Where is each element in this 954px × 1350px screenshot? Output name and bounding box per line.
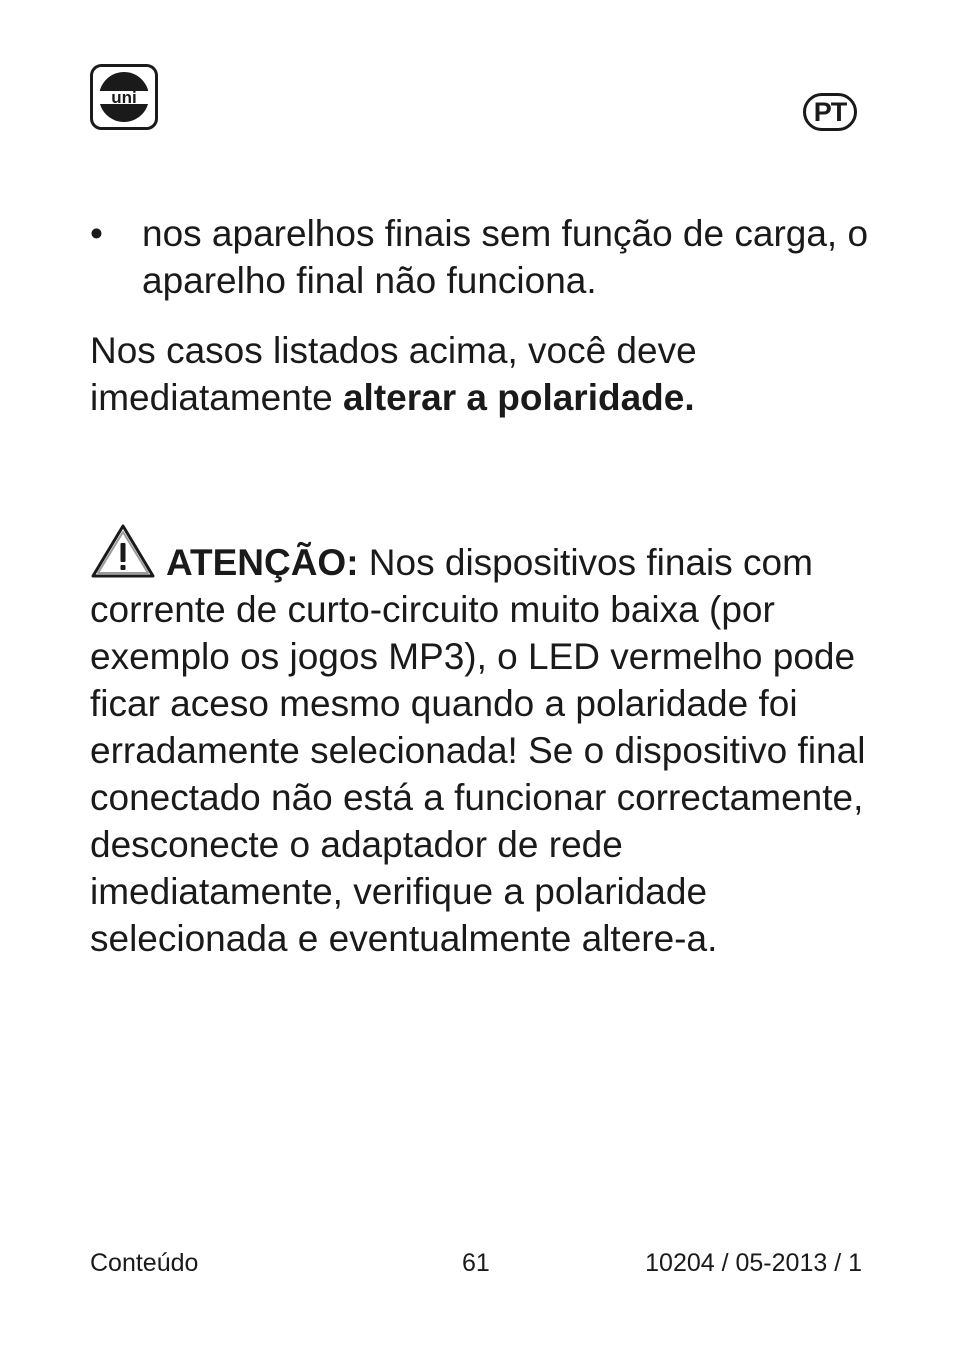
warning-triangle-icon <box>90 523 156 579</box>
polarity-paragraph-emphasis: alterar a polaridade. <box>342 377 695 418</box>
polarity-paragraph-text: Nos casos listados acima, você deve imediatamente <box>90 330 697 418</box>
footer-contents-label: Conteúdo <box>90 1249 199 1277</box>
page-footer <box>90 1246 862 1280</box>
bullet-text: nos aparelhos finais sem função de carga, o aparelho final não funciona. <box>142 213 869 301</box>
uni-logo <box>90 64 158 130</box>
logo-text: uni <box>111 88 137 107</box>
warning-label: ATENÇÃO: <box>166 542 359 583</box>
document-id: 10204 / 05-2013 / 1 <box>645 1249 862 1277</box>
polarity-paragraph <box>90 327 880 421</box>
warning-paragraph <box>90 523 880 962</box>
list-item <box>90 210 870 304</box>
language-badge: PT <box>803 93 857 131</box>
bullet-symbol: • <box>90 213 103 254</box>
page-number: 61 <box>462 1249 490 1277</box>
warning-text: Nos dispositivos finais com corrente de curto-circuito muito baixa (por exemplo os jogos MP3), o LED vermelho pode ficar aceso mesmo quando a polaridade foi erradamente selecionada! Se o dispositivo final conectado não está a funcionar correctamente, desconecte o adaptador de rede imediatamente, verifique a polaridade selecionada e eventualmente altere-a. <box>90 542 866 959</box>
